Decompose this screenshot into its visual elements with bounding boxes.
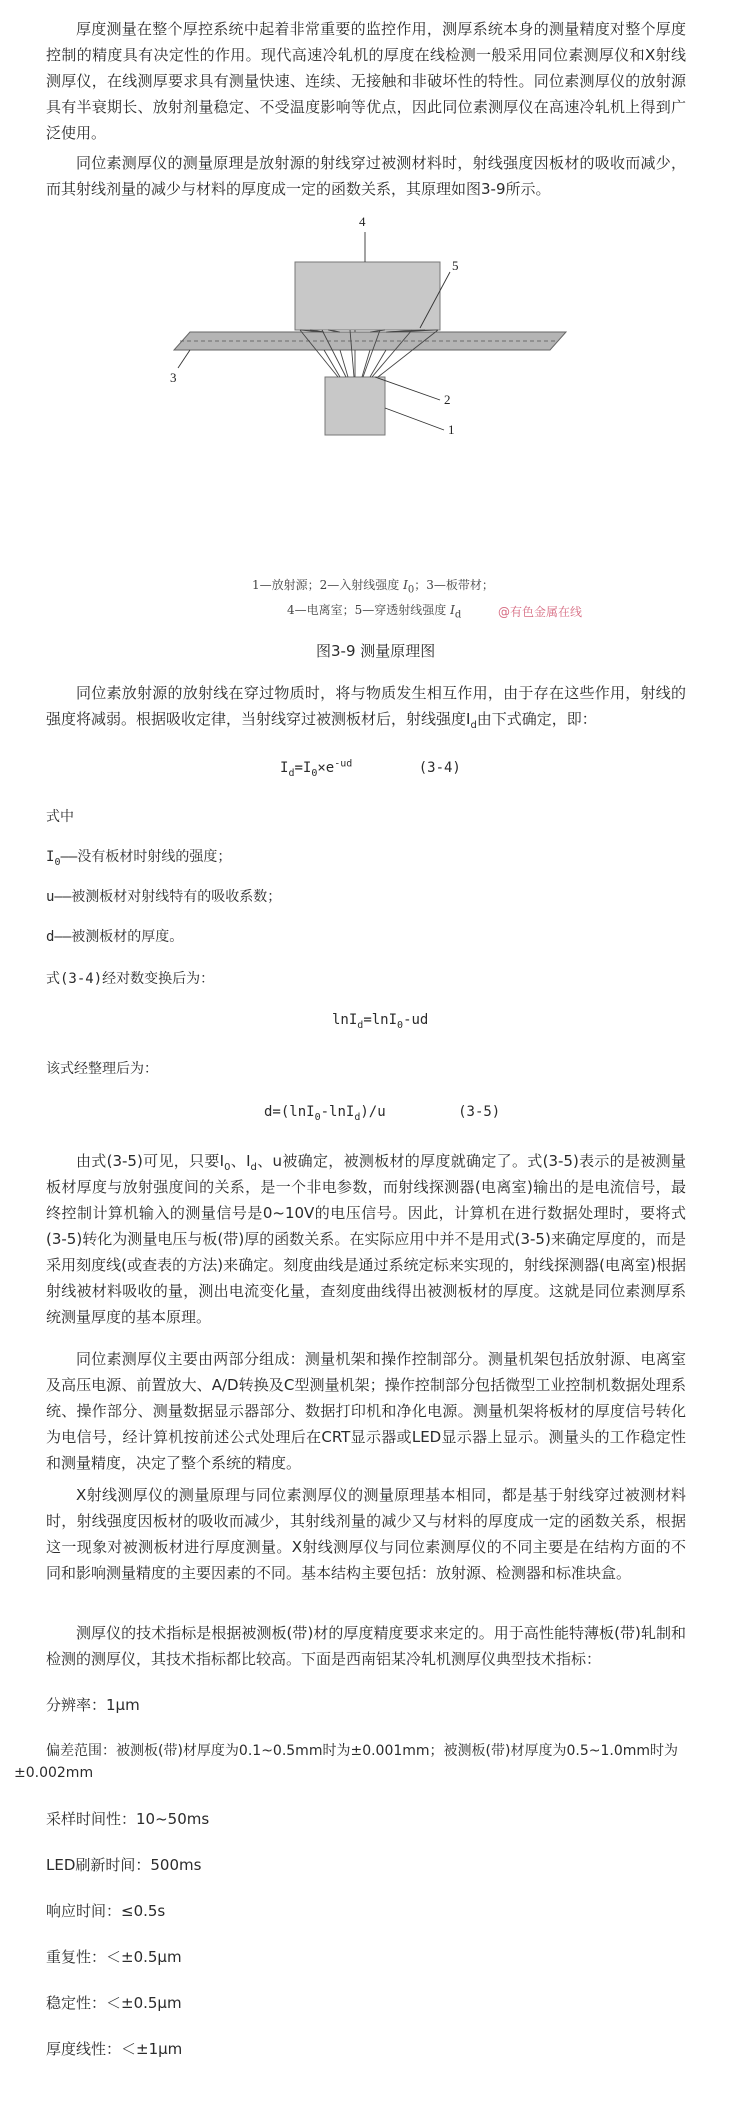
spec-stability: 稳定性：＜±0.5μm: [46, 1994, 182, 2012]
rearrange-intro: 该式经整理后为：: [46, 1061, 158, 1077]
equation-log: lnI$_d$=lnI$_0$-ud: [332, 1012, 429, 1031]
body-paragraph-6: X射线测厚仪的测量原理与同位素测厚仪的测量原理基本相同，都是基于射线穿过被测材料时，射线强度因板材的吸收而减少，其射线剂量的减少又与材料的厚度成一定的函数关系，根据这一现象对被测板材进行厚度测量。X射线测厚仪与同位素测厚仪的不同主要是在结构方面的不同和影响测量精度的主要因素的不同。基本结构主要包括：放射源、检测器和标准块盒。: [46, 1486, 686, 1582]
spec-led-refresh: LED刷新时间：500ms: [46, 1856, 202, 1874]
figure-caption: 图3-9 测量原理图: [316, 642, 436, 660]
ionization-chamber: [295, 262, 440, 330]
label-3: 3: [170, 370, 177, 385]
body-paragraph-3: 同位素放射源的放射线在穿过物质时，将与物质发生相互作用，由于存在这些作用，射线的强度将减弱。根据吸收定律，当射线穿过被测板材后，射线强度$I_d$由下式确定，即：: [46, 684, 686, 731]
spec-deviation-line-1: 偏差范围：被测板(带)材厚度为0.1~0.5mm时为±0.001mm；被测板(带)材厚度为0.5~1.0mm时为: [46, 1743, 679, 1759]
figure-legend-line-1: 1—放射源；2—入射线强度 $I_0$；3—板带材；: [252, 578, 494, 596]
definition-d: d——被测板材的厚度。: [46, 929, 184, 945]
radiation-source: [325, 377, 385, 435]
intro-paragraph-1: 厚度测量在整个厚控系统中起着非常重要的监控作用，测厚系统本身的测量精度对整个厚度控制的精度具有决定性的作用。现代高速冷轧机的厚度在线检测一般采用同位素测厚仪和X射线测厚仪，在线测厚要求具有测量快速、连续、无接触和非破坏性的特性。同位素测厚仪的放射源具有半衰期长、放射剂量稳定、不受温度影响等优点，因此同位素测厚仪在高速冷轧机上得到广泛使用。: [46, 20, 686, 142]
equation-3-5: d=(lnI$_0$-lnI$_d$)/u (3-5): [264, 1104, 501, 1123]
label-5: 5: [452, 258, 459, 273]
watermark: @有色金属在线: [498, 605, 583, 619]
figure-legend-line-2: 4—电离室；5—穿透射线强度 $I_d$: [287, 603, 462, 621]
incident-rays: [324, 350, 386, 377]
equation-3-4: $I_d=I_0\times e^{-ud}$ (3-4): [280, 758, 461, 779]
label-2: 2: [444, 392, 451, 407]
body-paragraph-5: 同位素测厚仪主要由两部分组成：测量机架和操作控制部分。测量机架包括放射源、电离室及高压电源、前置放大、A/D转换及C型测量机架；操作控制部分包括微型工业控制机数据处理系统、操作部分、测量数据显示器部分、数据打印机和净化电源。测量机架将板材的厚度信号转化为电信号，经计算机按前述公式处理后在CRT显示器或LED显示器上显示。测量头的工作稳定性和测量精度，决定了整个系统的精度。: [46, 1350, 686, 1472]
measurement-principle-diagram: [150, 214, 620, 632]
spec-sampling: 采样时间性：10~50ms: [46, 1810, 210, 1828]
spec-repeatability: 重复性：＜±0.5μm: [46, 1948, 182, 1966]
log-transform-intro: 式(3-4)经对数变换后为：: [46, 971, 215, 987]
label-4: 4: [359, 214, 366, 229]
definition-i0: $I_0——$没有板材时射线的强度；: [46, 849, 232, 868]
definition-u: u——被测板材对射线特有的吸收系数；: [46, 889, 282, 905]
body-paragraph-4: 由式(3-5)可见，只要$I_0$、$I_d$、u被确定，被测板材的厚度就确定了。式(3-5)表示的是被测量板材厚度与放射强度间的关系，是一个非电参数，而射线探测器(电离室)输出的是电流信号，最终控制计算机输入的测量信号是0~10V的电压信号。因此，计算机在进行数据处理时，要将式(3-5)转化为测量电压与板(带)厚的函数关系。在实际应用中并不是用式(3-5)来确定厚度的，而是采用刻度线(或查表的方法)来确定。刻度曲线是通过系统定标来实现的，射线探测器(电离室)根据射线被材料吸收的量，测出电流变化量，查刻度曲线得出被测板材的厚度。这就是同位素测厚系统测量厚度的基本原理。: [46, 1152, 686, 1326]
intro-paragraph-2: 同位素测厚仪的测量原理是放射源的射线穿过被测材料时，射线强度因板材的吸收而减少，而其射线剂量的减少与材料的厚度成一定的函数关系，其原理如图3-9所示。: [46, 154, 686, 198]
equation-number: (3-4): [418, 760, 461, 776]
spec-response-time: 响应时间：≤0.5s: [46, 1902, 166, 1920]
body-paragraph-7: 测厚仪的技术指标是根据被测板(带)材的厚度精度要求来定的。用于高性能特薄板(带)轧制和检测的测厚仪，其技术指标都比较高。下面是西南铝某冷轧机测厚仪典型技术指标：: [46, 1624, 686, 1668]
where-label: 式中: [46, 809, 74, 825]
spec-resolution: 分辨率：1μm: [46, 1696, 140, 1714]
spec-thickness-linearity: 厚度线性：＜±1μm: [46, 2040, 183, 2058]
spec-deviation-line-2: ±0.002mm: [14, 1765, 94, 1781]
equation-number: (3-5): [458, 1104, 501, 1120]
label-1: 1: [448, 422, 455, 437]
